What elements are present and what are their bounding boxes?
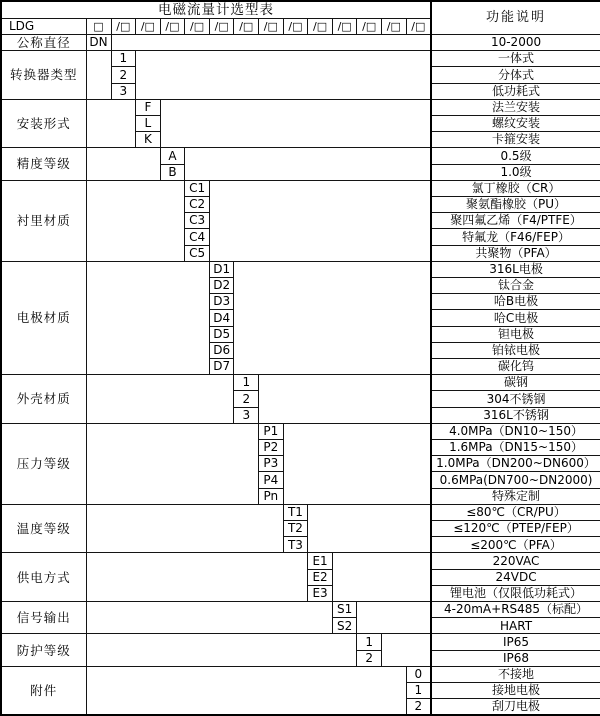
code-cell: P2 [259,439,284,455]
code-cell: T2 [283,521,308,537]
desc-cell: 法兰安装 [431,99,600,115]
desc-cell: 不接地 [431,666,600,682]
empty-cell [209,180,431,261]
empty-cell [86,602,332,634]
desc-cell: 碳钢 [431,375,600,391]
model-code-slot: /□ [136,18,161,34]
empty-cell [86,180,185,261]
code-cell: 1 [111,51,136,67]
category-label: 精度等级 [1,148,86,180]
desc-cell: 聚四氟乙烯（F4/PTFE） [431,213,600,229]
empty-cell [111,34,431,50]
code-cell: 3 [234,407,259,423]
function-column-header: 功能说明 [431,1,600,34]
model-code-slot: /□ [382,18,407,34]
empty-cell [86,51,111,100]
empty-cell [283,423,431,504]
code-cell: K [136,132,161,148]
category-label: 防护等级 [1,634,86,666]
category-label: 压力等级 [1,423,86,504]
desc-cell: IP68 [431,650,600,666]
desc-cell: HART [431,618,600,634]
model-code-slot: /□ [185,18,210,34]
code-cell: F [136,99,161,115]
empty-cell [234,261,431,374]
code-cell: E1 [308,553,333,569]
empty-cell [86,634,357,666]
category-label: 安装形式 [1,99,86,148]
desc-cell: 钽电极 [431,326,600,342]
desc-cell: 氯丁橡胶（CR） [431,180,600,196]
desc-cell: 0.5级 [431,148,600,164]
desc-cell: ≤80℃（CR/PU） [431,504,600,520]
model-code-slot: /□ [259,18,284,34]
code-cell: DN [86,34,111,50]
model-box-slot: □ [86,18,111,34]
desc-cell: 哈B电极 [431,294,600,310]
desc-cell: 1.0MPa（DN200~DN600） [431,456,600,472]
desc-cell: 0.6MPa(DN700~DN2000) [431,472,600,488]
code-cell: S2 [332,618,357,634]
category-label: 衬里材质 [1,180,86,261]
desc-cell: 4-20mA+RS485（标配） [431,602,600,618]
category-label: 温度等级 [1,504,86,553]
code-cell: E3 [308,585,333,601]
code-cell: C4 [185,229,210,245]
desc-cell: 接地电极 [431,683,600,699]
code-cell: B [160,164,185,180]
code-cell: T3 [283,537,308,553]
code-cell: D4 [209,310,234,326]
code-cell: 2 [234,391,259,407]
code-cell: P4 [259,472,284,488]
model-prefix: LDG [1,18,86,34]
desc-cell: 钛合金 [431,277,600,293]
category-label: 供电方式 [1,553,86,602]
code-cell: S1 [332,602,357,618]
desc-cell: 316L电极 [431,261,600,277]
desc-cell: 4.0MPa（DN10~150） [431,423,600,439]
model-code-slot: /□ [308,18,333,34]
code-cell: A [160,148,185,164]
desc-cell: 螺纹安装 [431,115,600,131]
desc-cell: 低功耗式 [431,83,600,99]
desc-cell: 哈C电极 [431,310,600,326]
code-cell: 1 [357,634,382,650]
model-code-slot: /□ [283,18,308,34]
category-label-diameter: 公称直径 [1,34,86,50]
desc-cell: IP65 [431,634,600,650]
code-cell: E2 [308,569,333,585]
empty-cell [332,553,431,602]
code-cell: C2 [185,196,210,212]
code-cell: 1 [406,683,431,699]
empty-cell [86,553,308,602]
desc-cell: 聚氨酯橡胶（PU） [431,196,600,212]
code-cell: C5 [185,245,210,261]
desc-cell: 特氟龙（F46/FEP） [431,229,600,245]
code-cell: D6 [209,342,234,358]
code-cell: D1 [209,261,234,277]
model-code-slot: /□ [209,18,234,34]
code-cell: 2 [406,699,431,715]
code-cell: C3 [185,213,210,229]
code-cell: 2 [111,67,136,83]
desc-cell: 10-2000 [431,34,600,50]
desc-cell: 一体式 [431,51,600,67]
desc-cell: 分体式 [431,67,600,83]
code-cell: C1 [185,180,210,196]
empty-cell [86,666,406,715]
table-title: 电磁流量计选型表 [1,1,431,18]
category-label: 信号输出 [1,602,86,634]
empty-cell [382,634,432,666]
code-cell: T1 [283,504,308,520]
desc-cell: 304不锈钢 [431,391,600,407]
code-cell: P1 [259,423,284,439]
empty-cell [185,148,431,180]
desc-cell: 共聚物（PFA） [431,245,600,261]
empty-cell [357,602,431,634]
code-cell: 0 [406,666,431,682]
code-cell: 2 [357,650,382,666]
empty-cell [86,261,209,374]
empty-cell [86,99,136,148]
desc-cell: 刮刀电极 [431,699,600,715]
desc-cell: 锂电池（仅限低功耗式） [431,585,600,601]
empty-cell [259,375,431,424]
desc-cell: ≤120℃（PTEP/FEP） [431,521,600,537]
desc-cell: ≤200℃（PFA） [431,537,600,553]
empty-cell [160,99,431,148]
empty-cell [86,504,283,553]
model-code-slot: /□ [160,18,185,34]
model-code-slot: /□ [111,18,136,34]
code-cell: 1 [234,375,259,391]
model-code-slot: /□ [357,18,382,34]
code-cell: D7 [209,358,234,374]
model-code-slot: /□ [234,18,259,34]
empty-cell [86,375,234,424]
code-cell: 3 [111,83,136,99]
desc-cell: 碳化钨 [431,358,600,374]
desc-cell: 316L不锈钢 [431,407,600,423]
code-cell: D3 [209,294,234,310]
desc-cell: 铂铱电极 [431,342,600,358]
empty-cell [86,148,160,180]
desc-cell: 1.0级 [431,164,600,180]
model-code-slot: /□ [406,18,431,34]
selection-table-body [1,1,600,715]
code-cell: D2 [209,277,234,293]
empty-cell [136,51,431,100]
model-code-slot: /□ [332,18,357,34]
code-cell: P3 [259,456,284,472]
desc-cell: 24VDC [431,569,600,585]
category-label: 外壳材质 [1,375,86,424]
desc-cell: 220VAC [431,553,600,569]
code-cell: Pn [259,488,284,504]
empty-cell [308,504,431,553]
category-label: 电极材质 [1,261,86,374]
empty-cell [86,423,259,504]
code-cell: D5 [209,326,234,342]
desc-cell: 1.6MPa（DN15~150） [431,439,600,455]
desc-cell: 卡箍安装 [431,132,600,148]
category-label: 附件 [1,666,86,715]
category-label: 转换器类型 [1,51,86,100]
desc-cell: 特殊定制 [431,488,600,504]
code-cell: L [136,115,161,131]
